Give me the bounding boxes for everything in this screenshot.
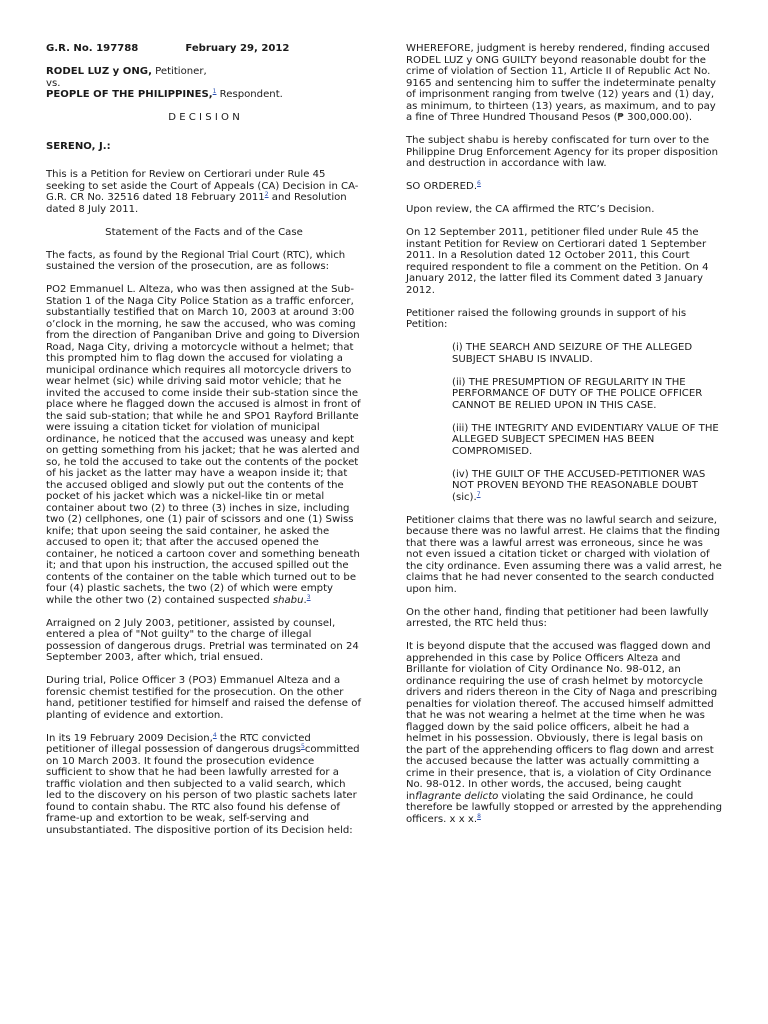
ground-item-2: (ii) THE PRESUMPTION OF REGULARITY IN THE PERFORMANCE OF DUTY OF THE POLICE OFFICER CANNOT BE RELIED UPON IN THIS CASE. [452,376,703,411]
intro-paragraph: This is a Petition for Review on Certiorari under Rule 45 seeking to set aside the Court of Appeals (CA) Decision in CA-G.R. CR No. 32516 dated 18 February 2011$^2$ and Resolution dated 8 July 2011. [46,169,359,215]
footnote-link-7[interactable]: 7 [476,490,481,498]
respondent-name: PEOPLE OF THE PHILIPPINES, [46,89,213,100]
petitioner-name: RODEL LUZ y ONG, [46,66,152,77]
ponente: SERENO, J.: [46,140,111,152]
arraignment-paragraph: Arraigned on 2 July 2003, petitioner, assisted by counsel, entered a plea of "Not guilty" to the charge of illegal possession of dangerous drugs. Pretrial was terminated on 24 September 2003, after which, trial ensued. [46,617,359,663]
petitioner-role: Petitioner, [151,66,207,77]
ca-review-paragraph: Upon review, the CA affirmed the RTC’s Decision. [406,204,655,215]
footnote-link-1[interactable]: 1 [212,88,217,95]
petition-filing-paragraph: On 12 September 2011, petitioner filed under Rule 45 the instant Petition for Review on Certiorari dated 1 September 2011. In a Resolution dated 12 October 2011, this Court required respondent to file a comment on the Petition. On 4 January 2012, the latter filed its Comment dated 3 January 2012. [406,227,709,296]
right-column [406,43,722,837]
section-heading: Statement of the Facts and of the Case [105,226,303,238]
rtc-quote-paragraph: It is beyond dispute that the accused was flagged down and apprehended in this case by Police Officers Alteza and Brillante for violation of City Ordinance No. 98-012, an ordinance requiring the use of crash helmet by motorcycle drivers and riders thereon in the City of Naga and prescribing penalties for violation thereof. The accused himself admitted that he was not wearing a helmet at the time when he was flagged down by the said police officers, albeit he had a helmet in his possession. Obviously, there is legal basis on the part of the apprehending officers to flag down and arrest the accused because the latter was actually committing a crime in their presence, that is, a violation of City Ordinance No. 98-012. In other words, the accused, being caught inflagrante delicto violating the said Ordinance, he could therefore be lawfully stopped or arrested by the apprehending officers. x x x.$^8$ [406,641,723,825]
dispositive-paragraph: WHEREFORE, judgment is hereby rendered, finding accused RODEL LUZ y ONG GUILTY beyond reasonable doubt for the crime of violation of Section 11, Article II of Republic Act No. 9165 and sentencing him to suffer the indeterminate penalty of imprisonment ranging from twelve (12) years and (1) day, as minimum, to thirteen (13) years, as maximum, and to pay a fine of Three Hundred Thousand Pesos (₱ 300,000.00). [406,43,716,123]
grounds-intro-paragraph: Petitioner raised the following grounds in support of his Petition: [406,307,687,330]
footnote-link-5[interactable]: 5 [301,743,305,750]
ground-item-3: (iii) THE INTEGRITY AND EVIDENTIARY VALUE OF THE ALLEGED SUBJECT SPECIMEN HAS BEEN COMPROMISED. [452,422,719,457]
rtc-decision-paragraph: In its 19 February 2009 Decision,$^4$ the RTC convicted petitioner of illegal possession of dangerous drugs$^5$committed on 10 March 2003. It found the prosecution evidence sufficient to show that he had been lawfully arrested for a traffic violation and then subjected to a valid search, which led to the discovery on his person of two plastic sachets later found to contain shabu. The RTC also found his defense of frame-up and extortion to be weak, self-serving and unsubstantiated. The dispositive portion of its Decision held: [46,731,360,836]
respondent-line [46,89,362,101]
petitioner-line [46,66,362,78]
petitioner-claims-paragraph: Petitioner claims that there was no lawful search and seizure, because there was no lawful arrest. He claims that the finding that there was a lawful arrest was erroneous, since he was not even issued a citation ticket or charged with violation of the city ordinance. Even assuming there was a valid arrest, he claims that he had never consented to the search conducted upon him. [406,514,722,595]
respondent-role: Respondent. [216,89,283,100]
left-column [46,43,362,848]
footnote-link-2[interactable]: 2 [264,191,269,198]
footnote-link-4[interactable]: 4 [212,731,217,739]
decision-date: February 29, 2012 [185,43,290,54]
so-ordered: SO ORDERED.$^6$ [406,180,481,192]
footnote-link-3[interactable]: 3 [306,593,311,601]
ground-item-4: (iv) THE GUILT OF THE ACCUSED-PETITIONER WAS NOT PROVEN BEYOND THE REASONABLE DOUBT (sic).$^7$ [452,468,706,503]
trial-paragraph: During trial, Police Officer 3 (PO3) Emmanuel Alteza and a forensic chemist testified for the prosecution. On the other hand, petitioner testified for himself and raised the defense of planting of evidence and extortion. [46,675,361,721]
confiscation-paragraph: The subject shabu is hereby confiscated for turn over to the Philippine Drug Enforcement Agency for its proper disposition and destruction in accordance with law. [406,135,718,169]
facts-intro-paragraph: The facts, as found by the Regional Trial Court (RTC), which sustained the version of the prosecution, are as follows: [46,249,346,272]
facts-paragraph: PO2 Emmanuel L. Alteza, who was then assigned at the Sub-Station 1 of the Naga City Police Station as a traffic enforcer, substantially testified that on March 10, 2003 at around 3:00 o’clock in the morning, he saw the accused, who was coming from the direction of Panganiban Drive and going to Diversion Road, Naga City, driving a motorcycle without a helmet; that this prompted him to flag down the accused for violating a municipal ordinance which requires all motorcycle drivers to wear helmet (sic) while driving said motor vehicle; that he invited the accused to come inside their sub-station since the place where he flagged down the accused is almost in front of the said sub-station; that while he and SPO1 Rayford Brillante were issuing a citation ticket for violation of municipal ordinance, he noticed that the accused was uneasy and kept on getting something from his jacket; that he was alerted and so, he told the accused to take out the contents of the pocket of his jacket as the latter may have a weapon inside it; that the accused obliged and slowly put out the contents of the pocket of his jacket which was a nickel-like tin or metal container about two (2) to three (3) inches in size, including two (2) cellphones, one (1) pair of scissors and one (1) Swiss knife; that upon seeing the said container, he asked the accused to open it; that after the accused opened the container, he noticed a cartoon cover and something beneath it; and that upon his instruction, the accused spilled out the contents of the container on the table which turned out to be four (4) plastic sachets, the two (2) of which were empty while the other two (2) contained suspected shabu.$^3$ [46,284,361,606]
footnote-link-8[interactable]: 8 [477,812,481,820]
case-caption [46,43,362,55]
footnote-link-6[interactable]: 6 [477,180,481,187]
gr-number: G.R. No. 197788 [46,43,139,54]
decision-title: D E C I S I O N [168,112,240,123]
versus-text: vs. [46,77,61,89]
ground-item-1: (i) THE SEARCH AND SEIZURE OF THE ALLEGED SUBJECT SHABU IS INVALID. [452,342,693,365]
rtc-held-paragraph: On the other hand, finding that petitioner had been lawfully arrested, the RTC held thus: [406,606,709,629]
